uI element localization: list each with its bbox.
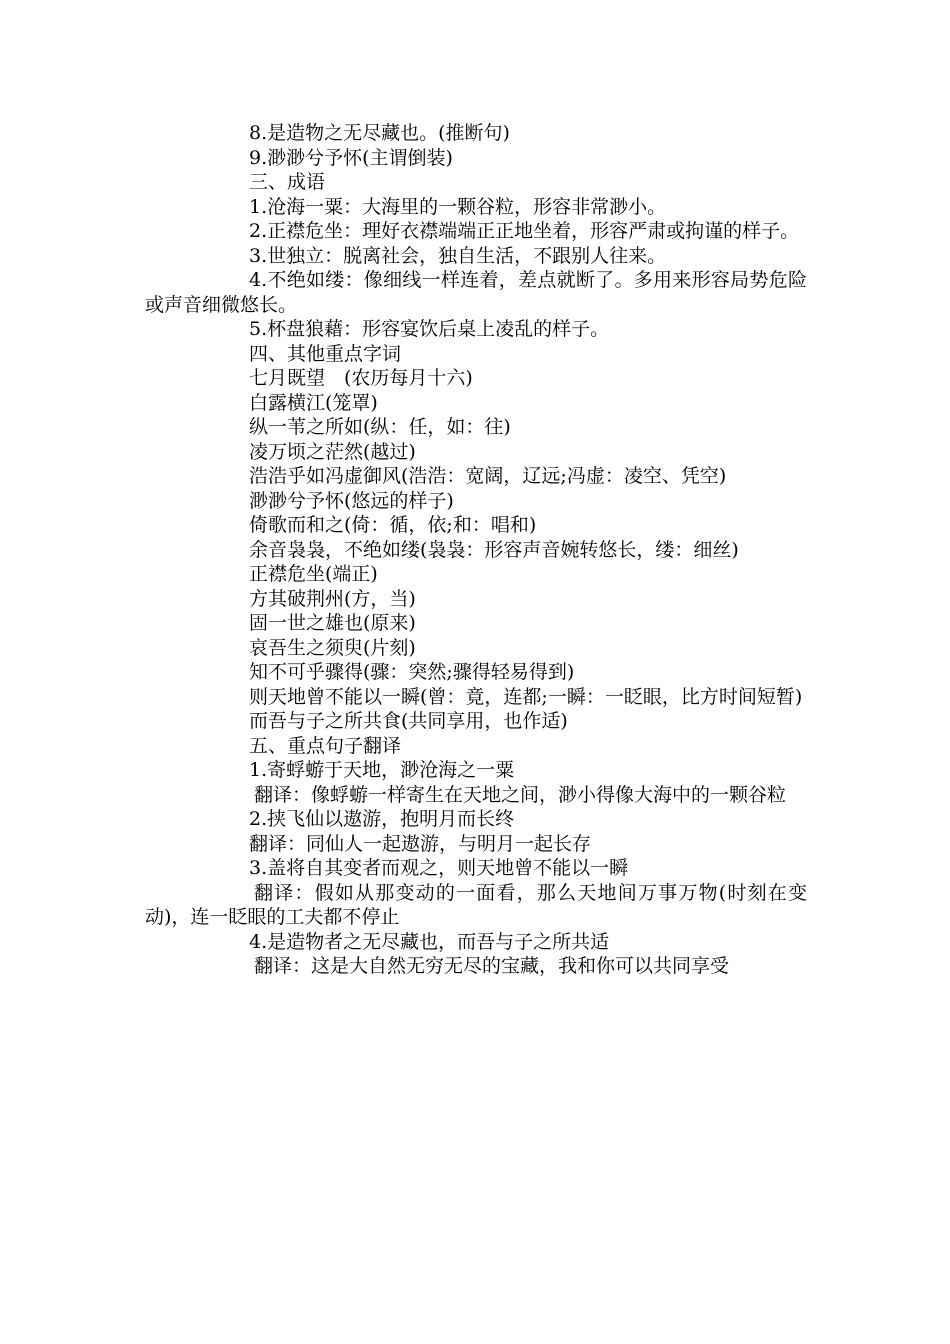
- section-heading: 三、成语: [249, 171, 326, 193]
- document-body: [145, 121, 807, 979]
- text-line: 4.是造物者之无尽藏也，而吾与子之所共适: [249, 930, 610, 953]
- text-line: 5.杯盘狼藉：形容宴饮后桌上凌乱的样子。: [249, 318, 610, 340]
- text-line: 凌万顷之茫然(越过): [249, 440, 416, 463]
- text-line: 2.挟飞仙以遨游，抱明月而长终: [249, 808, 515, 830]
- text-line: 白露横江(笼罩): [249, 391, 378, 414]
- text-line: 纵一苇之所如(纵：任，如：往): [249, 416, 511, 438]
- text-line: 方其破荆州(方，当): [249, 587, 416, 610]
- section-heading: 四、其他重点字词: [249, 342, 402, 365]
- text-line: 知不可乎骤得(骤：突然;骤得轻易得到): [249, 661, 575, 683]
- translation-line: 翻译：假如从那变动的一面看，那么天地间万事万物(时刻在变动)，连一眨眼的工夫都不停止: [145, 881, 807, 928]
- text-line: 倚歌而和之(倚：循，依;和：唱和): [249, 514, 537, 536]
- text-line: 8.是造物之无尽藏也。(推断句): [249, 122, 510, 144]
- text-line: 固一世之雄也(原来): [249, 612, 416, 634]
- text-line: 1.沧海一粟：大海里的一颗谷粒，形容非常渺小。: [249, 195, 667, 218]
- translation-line: 翻译：同仙人一起遨游，与明月一起长存: [249, 832, 592, 855]
- text-line: 3.盖将自其变者而观之，则天地曾不能以一瞬: [249, 857, 629, 879]
- text-line: 9.渺渺兮予怀(主谓倒装): [249, 146, 453, 169]
- translation-line: 翻译：像蜉蝣一样寄生在天地之间，渺小得像大海中的一颗谷粒: [254, 783, 787, 806]
- text-line: 浩浩乎如冯虚御风(浩浩：宽阔，辽远;冯虚：凌空、凭空): [249, 465, 727, 487]
- text-line: 渺渺兮予怀(悠远的样子): [249, 489, 454, 512]
- translation-line: 翻译：这是大自然无穷无尽的宝藏，我和你可以共同享受: [254, 955, 730, 977]
- text-line: 3.世独立：脱离社会，独自生活，不跟别人往来。: [249, 244, 667, 267]
- text-line: 七月既望 (农历每月十六): [249, 367, 473, 389]
- text-line: 4.不绝如缕：像细线一样连着，差点就断了。多用来形容局势危险或声音细微悠长。: [145, 269, 807, 316]
- text-line: 哀吾生之须臾(片刻): [249, 636, 416, 659]
- text-line: 正襟危坐(端正): [249, 563, 378, 585]
- text-line: 1.寄蜉蝣于天地，渺沧海之一粟: [249, 759, 515, 781]
- text-line: 而吾与子之所共食(共同享用，也作适): [249, 710, 568, 732]
- text-line: 2.正襟危坐：理好衣襟端端正正地坐着，形容严肃或拘谨的样子。: [249, 220, 800, 242]
- section-heading: 五、重点句子翻译: [249, 734, 402, 757]
- text-line: 余音袅袅，不绝如缕(袅袅：形容声音婉转悠长，缕：细丝): [249, 538, 739, 561]
- text-line: 则天地曾不能以一瞬(曾：竟，连都;一瞬：一眨眼，比方时间短暂): [249, 685, 803, 708]
